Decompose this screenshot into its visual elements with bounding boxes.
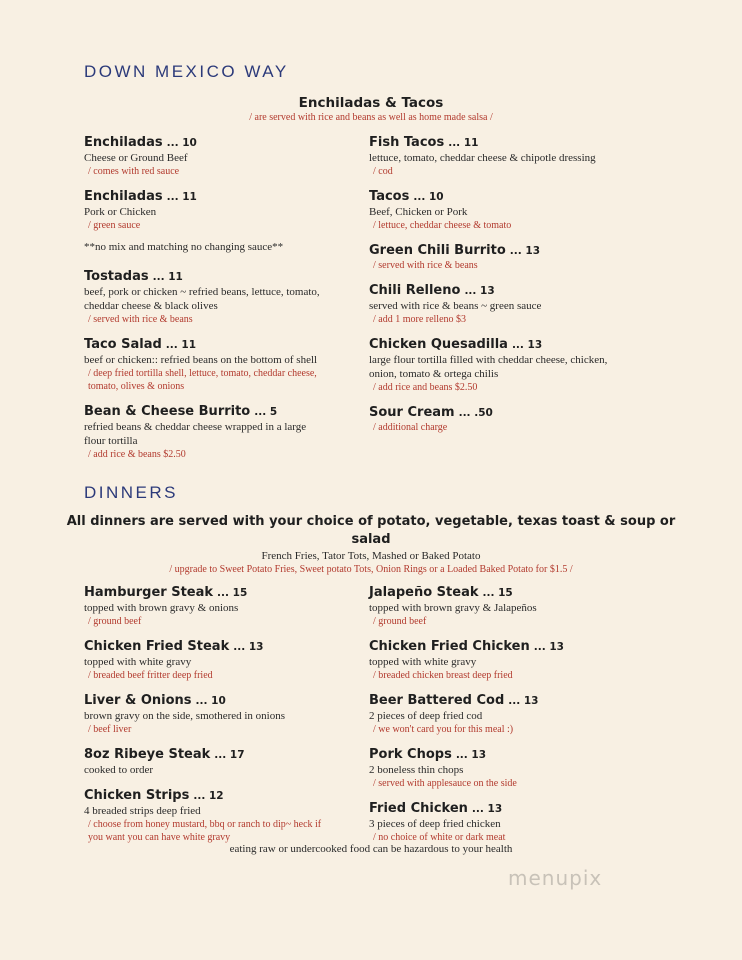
- menu-item-name: Jalapeño Steak: [369, 585, 479, 600]
- menu-item-name: Pork Chops: [369, 747, 452, 762]
- menu-item-name: 8oz Ribeye Steak: [84, 747, 211, 762]
- menu-item-price: ... 10: [413, 191, 444, 203]
- menu-item-price: ... 11: [152, 271, 183, 283]
- menu-item-name: Liver & Onions: [84, 693, 192, 708]
- dinners-options: French Fries, Tator Tots, Mashed or Baked Potato: [261, 550, 481, 562]
- menu-item: [84, 335, 324, 393]
- menu-item-price: ... 15: [482, 587, 513, 599]
- menu-item-note: / add rice and beans $2.50: [373, 382, 478, 393]
- menu-item-description: beef or chicken:: refried beans on the bottom of shell: [84, 354, 318, 366]
- menu-item-note: / served with applesauce on the side: [373, 778, 517, 789]
- menu-item: [369, 799, 619, 844]
- menu-item-name: Green Chili Burrito: [369, 243, 506, 258]
- mexico-subheader: [60, 95, 682, 124]
- mexico-subtitle: Enchiladas & Tacos: [298, 95, 444, 111]
- menu-item-note: / beef liver: [88, 724, 132, 735]
- menu-item: [369, 335, 619, 394]
- menu-item-description: topped with white gravy: [84, 656, 192, 668]
- menu-item-name: Chicken Fried Steak: [84, 639, 230, 654]
- menu-item-description: refried beans & cheddar cheese wrapped in a large flour tortilla: [84, 421, 307, 447]
- menu-item-name: Tacos: [369, 189, 410, 204]
- dinners-headline: All dinners are served with your choice of potato, vegetable, texas toast & soup or salad: [66, 514, 676, 547]
- watermark-logo: menupix: [508, 866, 603, 890]
- menu-item-heading: [84, 786, 324, 804]
- dinners-upgrade: / upgrade to Sweet Potato Fries, Sweet potato Tots, Onion Rings or a Loaded Baked Potato for $1.5 /: [169, 564, 573, 575]
- menu-item-name: Chili Relleno: [369, 283, 461, 298]
- mexico-subnote: / are served with rice and beans as well as home made salsa /: [249, 112, 493, 123]
- menu-item-description: topped with brown gravy & onions: [84, 602, 239, 614]
- menu-item-note: / deep fried tortilla shell, lettuce, tomato, cheddar cheese, tomato, olives & onions: [88, 368, 317, 392]
- menu-item-heading: [369, 637, 619, 655]
- menu-item-price: ... 13: [508, 695, 539, 707]
- menu-item-name: Chicken Strips: [84, 788, 190, 803]
- menu-item-price: ... .50: [458, 407, 493, 419]
- dinners-subheader: [60, 513, 682, 576]
- dinners-left-column: [84, 583, 324, 853]
- menu-item: [369, 637, 619, 682]
- menu-item-description: lettuce, tomato, cheddar cheese & chipotle dressing: [369, 152, 596, 164]
- menu-item-heading: [84, 267, 324, 285]
- menu-item-note: / lettuce, cheddar cheese & tomato: [373, 220, 512, 231]
- dinners-right-column: [369, 583, 619, 853]
- menu-item-note: / add 1 more relleno $3: [373, 314, 467, 325]
- menu-item-note: / cod: [373, 166, 393, 177]
- menu-item-price: ... 13: [464, 285, 495, 297]
- menu-item: [369, 691, 619, 736]
- mexico-left-column: [84, 133, 324, 470]
- menu-item-description: 3 pieces of deep fried chicken: [369, 818, 501, 830]
- health-disclaimer: eating raw or undercooked food can be hazardous to your health: [229, 843, 513, 855]
- menu-item-heading: [84, 691, 324, 709]
- section-title-dinners: DINNERS: [84, 483, 179, 502]
- menu-item: [369, 187, 619, 232]
- menu-item: [84, 133, 324, 178]
- menu-item-name: Taco Salad: [84, 337, 162, 352]
- menu-item-description: large flour tortilla filled with cheddar cheese, chicken, onion, tomato & ortega chilis: [369, 354, 608, 380]
- menu-item-heading: [84, 187, 324, 205]
- menu-item-note: / comes with red sauce: [88, 166, 180, 177]
- no-mix-note: **no mix and matching no changing sauce**: [84, 241, 284, 253]
- menu-item-heading: [369, 281, 619, 299]
- menu-item-heading: [369, 403, 619, 421]
- menu-item-price: ... 5: [254, 406, 278, 418]
- menu-item-description: topped with white gravy: [369, 656, 477, 668]
- menu-item-price: ... 13: [511, 339, 543, 351]
- menu-item-description: Pork or Chicken: [84, 206, 157, 218]
- menu-item-heading: [369, 691, 619, 709]
- menu-item-note: / breaded chicken breast deep fried: [373, 670, 513, 681]
- menu-item-price: ... 11: [448, 137, 479, 149]
- menu-item-description: beef, pork or chicken ~ refried beans, lettuce, tomato, cheddar cheese & black olives: [84, 286, 320, 312]
- menu-item-heading: [369, 133, 619, 151]
- menu-item-heading: [84, 637, 324, 655]
- menu-item-note: / ground beef: [88, 616, 142, 627]
- menu-item-note: / choose from honey mustard, bbq or ranch to dip~ heck if you want you can have white gravy: [88, 819, 322, 843]
- menu-item-price: ... 11: [166, 191, 197, 203]
- menu-item: [369, 745, 619, 790]
- menu-item-heading: [369, 187, 619, 205]
- menu-item: [369, 133, 619, 178]
- menu-item-note: / ground beef: [373, 616, 427, 627]
- menu-item-name: Chicken Quesadilla: [369, 337, 508, 352]
- menu-item: [84, 786, 324, 844]
- menu-item-name: Sour Cream: [369, 405, 455, 420]
- menu-item: [84, 637, 324, 682]
- menu-item-description: 4 breaded strips deep fried: [84, 805, 201, 817]
- menu-item: [369, 583, 619, 628]
- menu-item-heading: [369, 241, 619, 259]
- menu-item-description: topped with brown gravy & Jalapeños: [369, 602, 537, 614]
- menu-item-note: / add rice & beans $2.50: [88, 449, 186, 460]
- menu-item-description: 2 pieces of deep fried cod: [369, 710, 483, 722]
- menu-item-heading: [84, 335, 324, 353]
- menu-item-heading: [84, 402, 324, 420]
- menu-item-price: ... 10: [166, 137, 197, 149]
- menu-item-price: ... 11: [165, 339, 197, 351]
- menu-item-note: / breaded beef fritter deep fried: [88, 670, 213, 681]
- section-title-mexico: DOWN MEXICO WAY: [84, 62, 289, 81]
- menu-item-price: ... 17: [214, 749, 245, 761]
- menu-item-heading: [369, 335, 619, 353]
- menu-item-note: / no choice of white or dark meat: [373, 832, 506, 843]
- menu-item-name: Bean & Cheese Burrito: [84, 404, 251, 419]
- menu-item-price: ... 10: [195, 695, 226, 707]
- menu-item-name: Enchiladas: [84, 135, 163, 150]
- menu-item-price: ... 13: [471, 803, 503, 815]
- menu-item: [369, 281, 619, 326]
- menu-item: [369, 403, 619, 434]
- mexico-right-column: [369, 133, 619, 443]
- menu-item-price: ... 12: [193, 790, 224, 802]
- menu-item-name: Tostadas: [84, 269, 149, 284]
- menu-item-price: ... 13: [509, 245, 541, 257]
- menu-item: [84, 691, 324, 736]
- menu-item-name: Fried Chicken: [369, 801, 468, 816]
- menu-item-note: / green sauce: [88, 220, 141, 231]
- menu-item-heading: [84, 745, 324, 763]
- menu-item-name: Hamburger Steak: [84, 585, 214, 600]
- menu-item-heading: [369, 745, 619, 763]
- menu-item: [369, 241, 619, 272]
- menu-item-description: Beef, Chicken or Pork: [369, 206, 468, 218]
- menu-item-description: brown gravy on the side, smothered in onions: [84, 710, 286, 722]
- menu-item-name: Enchiladas: [84, 189, 163, 204]
- menu-item-heading: [369, 799, 619, 817]
- menu-item-price: ... 13: [455, 749, 487, 761]
- menu-item-heading: [84, 583, 324, 601]
- menu-item-description: cooked to order: [84, 764, 154, 776]
- menu-item-note: / we won't card you for this meal :): [373, 724, 514, 735]
- menu-item-heading: [369, 583, 619, 601]
- menu-item-name: Beer Battered Cod: [369, 693, 505, 708]
- menu-item-heading: [84, 133, 324, 151]
- menu-item: [84, 187, 324, 232]
- menu-item: [84, 402, 324, 461]
- menu-item-price: ... 13: [233, 641, 264, 653]
- menu-item-name: Chicken Fried Chicken: [369, 639, 530, 654]
- menu-item-note: / served with rice & beans: [373, 260, 478, 271]
- menu-item: [84, 583, 324, 628]
- menu-item-price: ... 15: [217, 587, 248, 599]
- menu-item: [84, 267, 324, 326]
- menu-item-description: 2 boneless thin chops: [369, 764, 464, 776]
- menu-item-note: / served with rice & beans: [88, 314, 193, 325]
- menu-item-description: served with rice & beans ~ green sauce: [369, 300, 542, 312]
- menu-item-description: Cheese or Ground Beef: [84, 152, 188, 164]
- menu-item-note: / additional charge: [373, 422, 448, 433]
- menu-item-name: Fish Tacos: [369, 135, 445, 150]
- menu-item-price: ... 13: [533, 641, 564, 653]
- menu-item: [84, 745, 324, 777]
